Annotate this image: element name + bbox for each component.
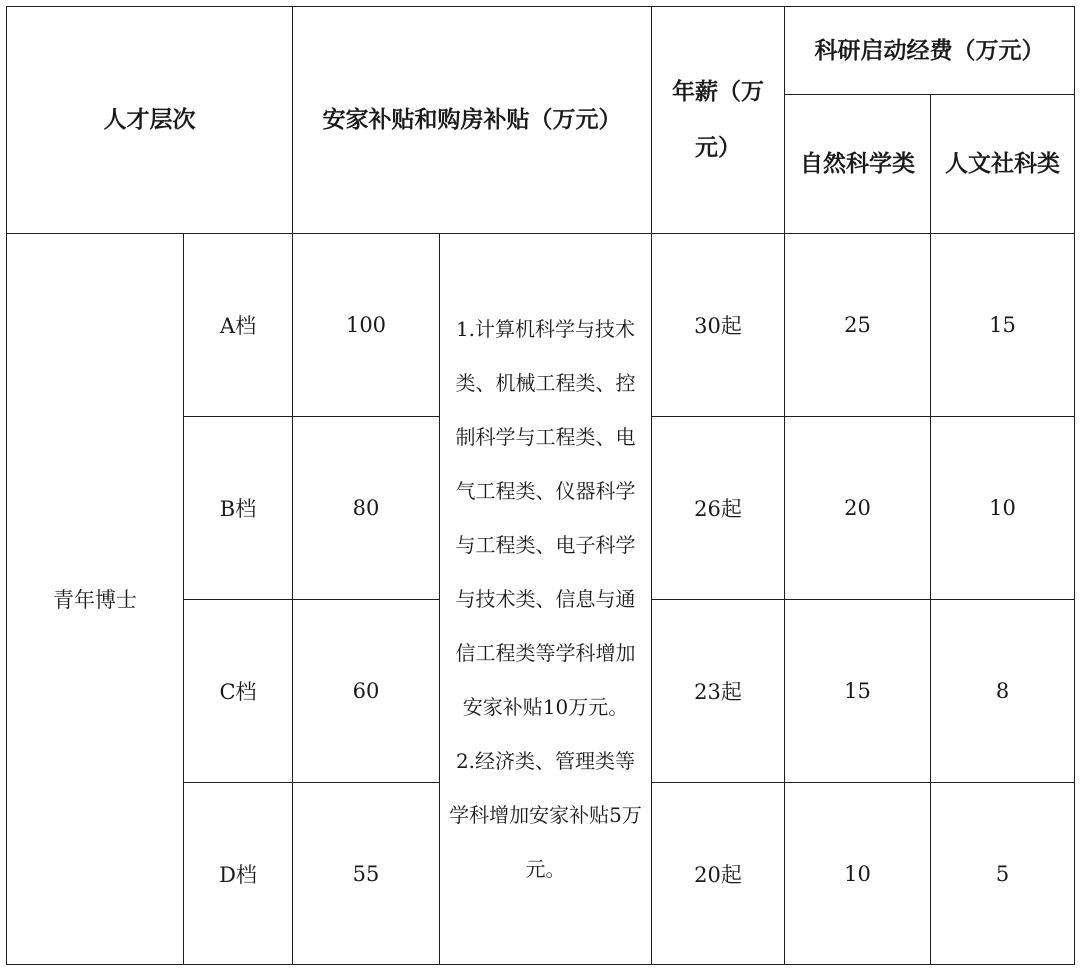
humanities-funds-cell: 8 (931, 600, 1075, 783)
natural-funds-cell: 20 (785, 417, 931, 600)
natural-funds-cell: 10 (785, 783, 931, 965)
subsidy-cell: 100 (293, 234, 440, 417)
natural-funds-cell: 25 (785, 234, 931, 417)
note-1: 1.计算机科学与技术类、机械工程类、控制科学与工程类、电气工程类、仪器科学与工程类、电子科学与技术类、信息与通信工程类等学科增加安家补贴10万元。 (455, 317, 636, 719)
subsidy-cell: 80 (293, 417, 440, 600)
header-natural-sciences-text: 自然科学类 (800, 151, 915, 177)
tier-cell: D档 (184, 783, 293, 965)
group-label-young-phd: 青年博士 (7, 234, 184, 965)
salary-cell: 23起 (652, 600, 785, 783)
salary-cell: 20起 (652, 783, 785, 965)
header-humanities-text: 人文社科类 (945, 151, 1060, 177)
humanities-funds-cell: 10 (931, 417, 1075, 600)
header-research-funds: 科研启动经费（万元） (785, 7, 1075, 95)
header-annual-salary-text: 年薪（万元） (672, 79, 764, 161)
header-housing-subsidy (293, 7, 652, 234)
subject-notes (440, 234, 652, 965)
natural-funds-cell: 15 (785, 600, 931, 783)
salary-cell: 26起 (652, 417, 785, 600)
tier-cell: B档 (184, 417, 293, 600)
subsidy-cell: 55 (293, 783, 440, 965)
humanities-funds-cell: 5 (931, 783, 1075, 965)
humanities-funds-cell: 15 (931, 234, 1075, 417)
tier-cell: C档 (184, 600, 293, 783)
tier-cell: A档 (184, 234, 293, 417)
header-housing-subsidy-text: 安家补贴和购房补贴（万元） (322, 107, 622, 133)
header-natural-sciences (785, 95, 931, 234)
header-talent-level: 人才层次 (7, 7, 293, 234)
table-row (7, 234, 1075, 417)
header-humanities (931, 95, 1075, 234)
subsidy-cell: 60 (293, 600, 440, 783)
talent-compensation-table (6, 6, 1075, 965)
header-annual-salary (652, 7, 785, 234)
note-2: 2.经济类、管理类等学科增加安家补贴5万元。 (449, 749, 642, 881)
salary-cell: 30起 (652, 234, 785, 417)
